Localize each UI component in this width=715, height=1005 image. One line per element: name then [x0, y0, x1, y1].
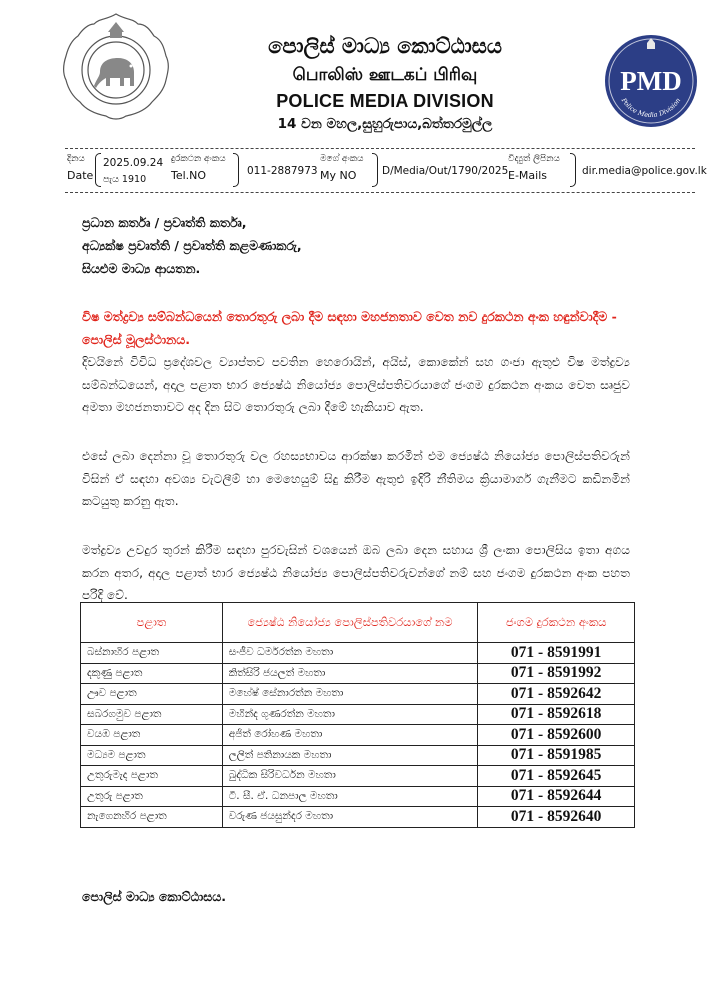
recipients-block	[82, 211, 302, 280]
province-cell: මධ්‍යම පළාත	[81, 745, 223, 766]
subject-heading: විෂ මත්ද්‍රව්‍ය සම්බන්ධයෙන් තොරතුරු ලබා දීම සඳහා මහජනතාව වෙත නව දුරකථන අංක හඳුන්වාදීම - පොලිස් මූලස්ථානය.	[82, 309, 617, 347]
officer-name-cell: ටී. සී. ඒ. ධනපාල මහතා	[222, 786, 478, 807]
officer-name-cell: අජිත් රෝහණ මහතා	[222, 725, 478, 746]
province-cell: වයඹ පළාත	[81, 725, 223, 746]
province-cell: බස්නාහිර පළාත	[81, 643, 223, 664]
recipient-line: සියළුම මාධ්‍ය ආයතන.	[82, 261, 201, 276]
officer-name-cell: සංජීව ධර්මරත්න මහතා	[222, 643, 478, 664]
phone-number-cell: 071 - 8592600	[478, 725, 635, 746]
phone-number-cell: 071 - 8591991	[478, 643, 635, 664]
brace	[95, 153, 101, 187]
phone-number-cell: 071 - 8592644	[478, 786, 635, 807]
office-address: 14 වන මහල,සුහුරුපාය,බත්තරමුල්ල	[277, 116, 493, 132]
brace	[233, 153, 239, 187]
province-cell: දකුණු පළාත	[81, 663, 223, 684]
office-name-tamil: பொலிஸ் ஊடகப் பிரிவு	[292, 65, 478, 85]
my-no-label-sinhala: මගේ අංකය	[320, 154, 364, 164]
contact-details-strip	[65, 148, 707, 193]
body-paragraph: මත්ද්‍රව්‍ය උවදුර තුරන් කිරීම සඳහා පුරවැසින් වශයෙන් ඔබ ලබා දෙන සහාය ශ්‍රී ලංකා පොලිසිය ඉතා අගය කරන අතර, අදාල පළාත් භාර ජ්‍යෙෂ්ඨ නියෝජ්‍ය පොලිස්පතිවරුවන්ගේ නම් සහ ජංගම දුරකථන අංක පහත පරිදි වේ.	[82, 543, 630, 602]
my-number-field	[320, 153, 364, 189]
table-row	[81, 766, 635, 787]
my-no-label-english: My NO	[320, 169, 357, 182]
office-name-english: POLICE MEDIA DIVISION	[276, 91, 494, 111]
brace	[570, 153, 576, 187]
province-cell: උතුරුමැද පළාත	[81, 766, 223, 787]
officer-name-cell: කිත්සිරි ජයලත් මහතා	[222, 663, 478, 684]
recipient-line: අධ්‍යක්ෂ ප්‍රවෘත්ති / ප්‍රවෘත්ති කළමණාකරු,	[82, 238, 302, 253]
body-paragraph: දිවයිනේ විවිධ ප්‍රදේශවල ව්‍යාප්තව පවතින හෙරොයින්, අයිස්, කොකේන් සහ ගංජා ඇතුළු විෂ මත්ද්‍රව්‍ය සම්බන්ධයෙන්, අදාල පළාත භාර ජ්‍යෙෂ්ඨ නියෝජ්‍ය පොලිස්පතිවරයාගේ ජංගම දුරකථන අංකය වෙත සෘජුව අමතා මහජනතාවට අද දින සිට තොරතුරු ලබා දීමේ හැකියාව ඇත.	[82, 355, 630, 414]
email-label-english: E-Mails	[508, 169, 547, 182]
date-value: 2025.09.24	[103, 157, 164, 169]
email-label-sinhala: විද්‍යුත් ලිපිනය	[508, 154, 560, 164]
table-row	[81, 786, 635, 807]
phone-number-cell: 071 - 8591992	[478, 663, 635, 684]
phone-number-cell: 071 - 8592618	[478, 704, 635, 725]
table-row	[81, 725, 635, 746]
email-value: dir.media@police.gov.lk	[582, 165, 707, 177]
phone-number-cell: 071 - 8591985	[478, 745, 635, 766]
officer-name-cell: මහේෂ් සේනාරත්න මහතා	[222, 684, 478, 705]
date-field	[67, 153, 93, 189]
header-officer-name: ජ්‍යෙෂ්ඨ නියෝජ්‍ය පොලිස්පතිවරයාගේ නම	[222, 603, 478, 643]
officer-name-cell: වරුණ ජයසුන්දර මහතා	[222, 807, 478, 828]
table-row	[81, 704, 635, 725]
table-row	[81, 663, 635, 684]
table-row	[81, 807, 635, 828]
date-label-english: Date	[67, 169, 94, 182]
table-row	[81, 643, 635, 664]
police-emblem-logo	[60, 10, 172, 122]
officer-name-cell: මහින්ද ගුණරත්න මහතා	[222, 704, 478, 725]
svg-text:PMD: PMD	[620, 66, 682, 96]
tel-label-english: Tel.NO	[171, 169, 207, 182]
officer-name-cell: ලලිත් පතිනායක මහතා	[222, 745, 478, 766]
province-cell: උතුරු පළාත	[81, 786, 223, 807]
tel-label-sinhala: දුරකථන අංකය	[171, 154, 226, 164]
date-time: පැය 1910	[103, 174, 147, 185]
recipient-line: ප්‍රධාන කර්තෘ / ප්‍රවෘත්ති කර්තෘ,	[82, 215, 247, 230]
signature-office-name: පොලිස් මාධ්‍ය කොට්ඨාසය.	[82, 889, 226, 904]
phone-number-cell: 071 - 8592642	[478, 684, 635, 705]
pmd-logo	[603, 33, 699, 129]
office-name-sinhala: පොලිස් මාධ්‍ය කොට්ඨාසය	[268, 34, 502, 58]
province-cell: ඌව පළාත	[81, 684, 223, 705]
table-row	[81, 684, 635, 705]
phone-number-cell: 071 - 8592645	[478, 766, 635, 787]
date-label-sinhala: දිනය	[67, 154, 85, 164]
province-cell: නැගෙනහිර පළාත	[81, 807, 223, 828]
header-province: පළාත	[81, 603, 223, 643]
phone-number-cell: 071 - 8592640	[478, 807, 635, 828]
table-header-row	[81, 603, 635, 643]
my-no-value: D/Media/Out/1790/2025	[382, 165, 509, 177]
header-mobile-number: ජංගම දුරකථන අංකය	[478, 603, 635, 643]
body-paragraph: එසේ ලබා දෙන්නා වූ තොරතුරු වල රහස්‍යභාවය ආරක්ෂා කරමින් එම ජ්‍යෙෂ්ඨ නියෝජ්‍ය පොලිස්පතිවරුන් විසින් ඒ සඳහා අවශ්‍ය වැටලීම් හා මෙහෙයුම් සිදු කිරීම ඇතුළු ඉදිරි නීතිමය ක්‍රියාමාර්ග ගැනීමට කඩිනමින් කටයුතු කරනු ඇත.	[82, 449, 630, 508]
table-row	[81, 745, 635, 766]
telephone-field	[171, 153, 226, 189]
officers-table	[80, 602, 635, 828]
tel-value: 011-2887973	[247, 165, 318, 177]
province-cell: සබරගමුව පළාත	[81, 704, 223, 725]
email-field	[508, 153, 560, 189]
svg-text:Police Media Division: Police Media Division	[619, 96, 683, 120]
brace	[372, 153, 378, 187]
officer-name-cell: බුද්ධික සිරිවර්ධන මහතා	[222, 766, 478, 787]
